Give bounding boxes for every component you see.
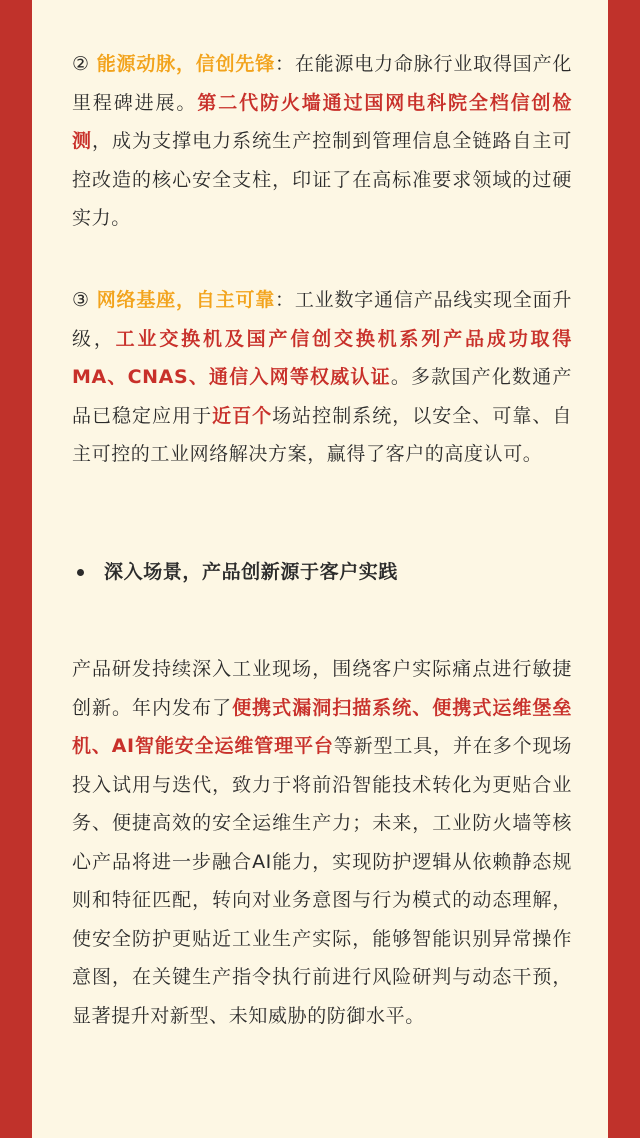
energy-marker: ②: [72, 53, 90, 75]
energy-highlight: 第二代防火墙通过国网电科院全档信创检测: [72, 91, 572, 152]
innovation-text-1: 产品研发持续深入工业现场，围绕客户实际痛点进行敏捷创新。年内发布了: [72, 658, 572, 719]
energy-title: 能源动脉，信创先锋: [96, 53, 276, 75]
energy-text-1: 在能源电力命脉行业取得国产化里程碑进展。: [72, 53, 572, 114]
network-title: 网络基座，自主可靠: [96, 289, 276, 311]
innovation-highlight: 便携式漏洞扫描系统、便携式运维堡垒机、AI智能安全运维管理平台: [72, 696, 572, 757]
network-highlight: 工业交换机及国产信创交换机系列产品成功取得MA、CNAS、通信入网等权威认证: [72, 327, 572, 388]
network-text-2: 。多款国产化数通产品已稳定应用于: [72, 366, 573, 427]
energy-text-2: ，成为支撑电力系统生产控制到管理信息全链路自主可控改造的核心安全支柱，印证了在高标准要求领域的过硬实力。: [72, 130, 573, 229]
network-text-1: 工业数字通信产品线实现全面升级，: [72, 289, 572, 350]
bullet-dot-icon: [77, 569, 84, 576]
energy-paragraph: [72, 45, 572, 238]
energy-colon: ：: [275, 53, 295, 75]
network-highlight-count: 近百个: [212, 404, 273, 427]
network-text-3: 场站控制系统，以安全、可靠、自主可控的工业网络解决方案，赢得了客户的高度认可。: [72, 404, 572, 465]
network-paragraph: [72, 281, 572, 474]
network-colon: ：: [275, 289, 295, 311]
innovation-text-2: 等新型工具，并在多个现场投入试用与迭代，致力于将前沿智能技术转化为更贴合业务、便捷高效的安全运维生产力；未来，工业防火墙等核心产品将进一步融合AI能力，实现防护逻辑从依赖静态规则和特征匹配，转向对业务意图与行为模式的动态理解，使安全防护更贴近工业生产实际，能够智能识别异常操作意图，在关键生产指令执行前进行风险研判与动态干预，显著提升对新型、未知威胁的防御水平。: [72, 735, 572, 1027]
network-marker: ③: [72, 289, 90, 311]
bullet-heading: 深入场景，产品创新源于客户实践: [104, 561, 399, 583]
innovation-paragraph: [72, 650, 572, 1035]
